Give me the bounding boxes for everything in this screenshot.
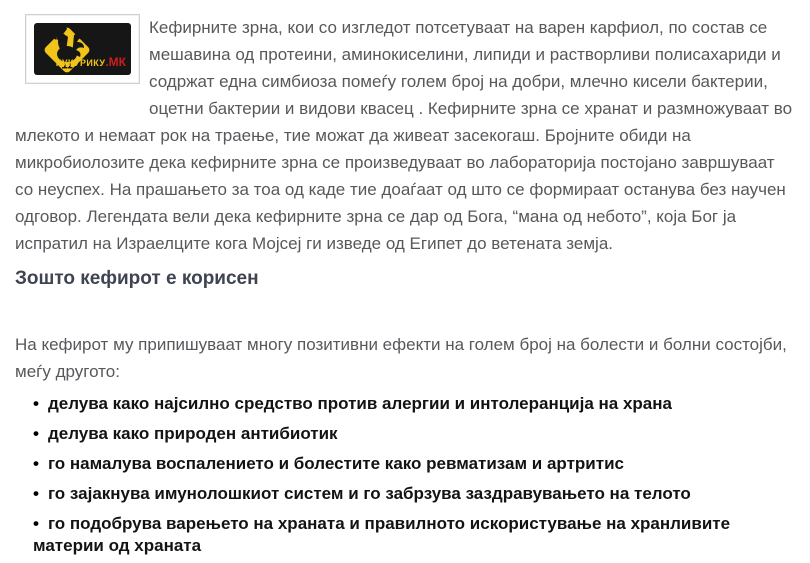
logo-text [56,54,126,70]
section-heading: Зошто кефирот е корисен [15,268,259,289]
list-item [33,483,795,505]
list-item [33,513,795,557]
intro-paragraph: Кефирните зрна, кои со изгледот потсетуваат на варен карфиол, по состав се мешавина од протеини, аминокиселини, липиди и растворливи полисахариди и содржат една симбиоза помеѓу голем број на добри, млечно кисели бактерии, оцетни бактерии и видови квасец . Кефирните зрна се хранат и размножуваат во млекото и немаат рок на траење, тие можат да живеат засекогаш. Бројните обиди на микробиолозите дека кефирните зрна се произведуваат во лабораторија постојано завршуваат со неуспех. На прашањето за тоа од каде тие доаѓаат од што се формираат останува без научен одговор. Легендата вели дека кефирните зрна се дар од Бога, “мана од небото”, која Бог ја испратил на Израелците кога Мојсеј ги изведе од Египет до ветената земја. [15,18,793,253]
list-item [33,393,795,415]
bullet-icon: • [33,424,39,443]
bullet-icon: • [33,514,39,533]
bullet-icon: • [33,484,39,503]
list-item-text: го намалува воспалението и болестите како ревматизам и артритис [47,454,624,473]
list-item-text: делува како природен антибиотик [47,424,338,443]
list-item-text: го подобрува варењето на храната и правилното искористување на хранливите материи од храната [33,514,731,555]
benefits-intro-paragraph: На кефирот му припишуваат многу позитивни ефекти на голем број на болести и болни состојби, меѓу другото: [15,335,787,381]
logo-text-suffix: .МК [105,55,126,69]
list-item-text: го зајакнува имунолошкиот систем и го забрзува заздравувањето на телото [47,484,691,503]
bullet-icon: • [33,454,39,473]
site-logo-image [25,14,140,84]
bullet-icon: • [33,394,39,413]
list-item [33,423,795,445]
logo-text-main: КУКУРИКУ [55,58,106,68]
list-item [33,453,795,475]
list-item-text: делува како најсилно средство против алергии и интолеранција на храна [47,394,672,413]
logo-box [34,23,131,75]
benefits-list [15,393,795,557]
